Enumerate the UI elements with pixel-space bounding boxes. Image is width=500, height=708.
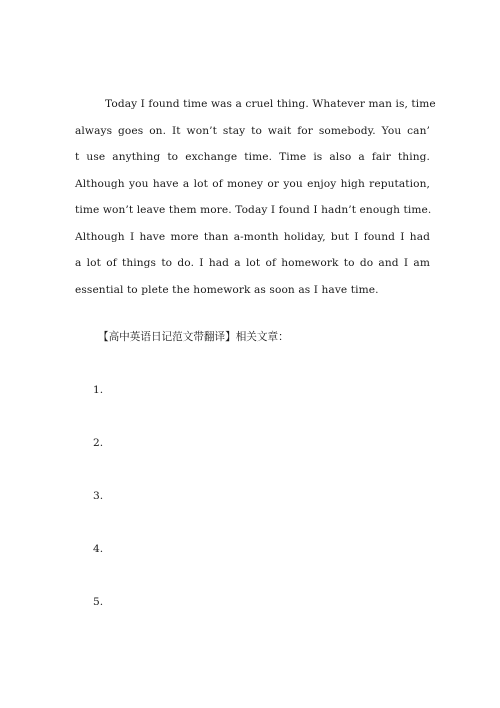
related-article-item[interactable]: 3. — [93, 490, 104, 502]
related-article-item[interactable]: 1. — [93, 384, 104, 396]
related-article-item[interactable]: 5. — [93, 596, 104, 608]
paragraph-line: a lot of things to do. I had a lot of homework to do and I am — [75, 257, 430, 269]
paragraph-line: Although I have more than a-month holiday, but I found I had — [75, 230, 430, 243]
paragraph-line: time won’t leave them more. Today I found I hadn’t enough time. — [75, 204, 432, 216]
related-articles-list — [93, 383, 103, 648]
paragraph-line: Although you have a lot of money or you enjoy high reputation, — [75, 177, 430, 190]
paragraph-line: essential to plete the homework as soon as I have time. — [75, 283, 379, 296]
related-article-item[interactable]: 4. — [93, 543, 104, 555]
paragraph-line: always goes on. It won’t stay to wait for somebody. You can’ — [75, 124, 430, 137]
paragraph-line: Today I found time was a cruel thing. Whatever man is, time — [105, 98, 436, 110]
related-articles-heading: 【高中英语日记范文带翻译】相关文章： — [98, 331, 289, 343]
article-paragraph — [75, 91, 436, 303]
related-article-item[interactable]: 2. — [93, 437, 104, 449]
paragraph-line: t use anything to exchange time. Time is also a fair thing. — [75, 151, 430, 163]
